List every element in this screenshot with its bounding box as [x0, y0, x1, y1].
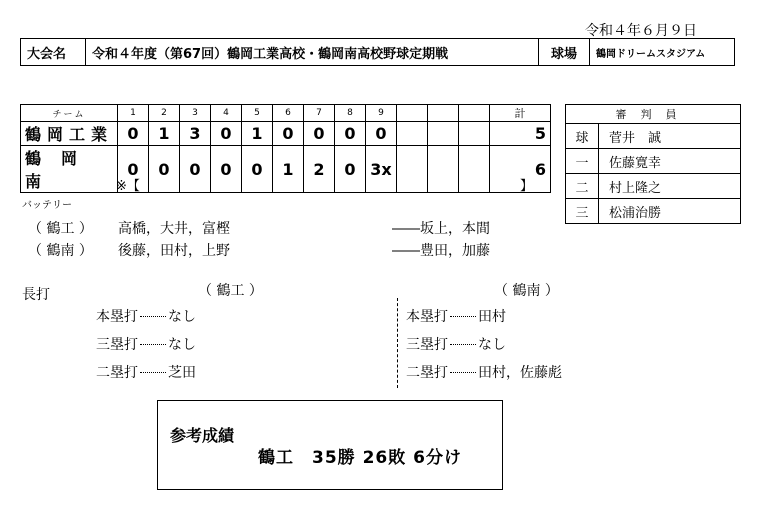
battery-team: （ 鶴南 ） — [28, 243, 93, 259]
hit-type: 二塁打 — [406, 365, 448, 381]
inning-score: 0 — [335, 122, 366, 146]
inning-header: 5 — [242, 105, 273, 122]
inning-score: 0 — [304, 122, 335, 146]
hit-type: 本塁打 — [96, 309, 138, 325]
inning-score: 0 — [366, 122, 397, 146]
team-name: 鶴岡工業 — [21, 122, 118, 146]
inning-score: 0 — [180, 146, 211, 193]
team-header: チーム — [21, 105, 118, 122]
hit-players: なし — [168, 337, 196, 353]
game-date: 令和４年６月９日 — [585, 23, 697, 39]
inning-score: 0 — [273, 122, 304, 146]
event-label: 大会名 — [21, 39, 86, 66]
inning-header — [459, 105, 490, 122]
note-close: 】 — [520, 179, 534, 194]
leader-dots — [140, 316, 166, 317]
long-hit-item — [406, 362, 562, 382]
inning-header: 4 — [211, 105, 242, 122]
venue-label: 球場 — [539, 39, 590, 66]
inning-score: 0 — [118, 122, 149, 146]
inning-score: 1 — [149, 122, 180, 146]
scoreboard — [20, 104, 551, 193]
hit-type: 三塁打 — [96, 337, 138, 353]
inning-score — [428, 122, 459, 146]
inning-header: 9 — [366, 105, 397, 122]
inning-score: 1 — [273, 146, 304, 193]
reference-title: 参考成績 — [170, 426, 235, 445]
inning-score: 0 — [242, 146, 273, 193]
leader-dots — [450, 316, 476, 317]
header-table — [20, 38, 735, 66]
umpire-name: 村上隆之 — [599, 174, 741, 199]
total-header: 計 — [490, 105, 551, 122]
inning-score: 0 — [118, 146, 149, 193]
inning-score: 1 — [242, 122, 273, 146]
leader-dots — [140, 344, 166, 345]
long-hit-item — [96, 362, 196, 382]
hit-players: なし — [478, 337, 506, 353]
long-hit-item — [96, 306, 196, 326]
note-open: ※【 — [116, 179, 140, 194]
inning-header: 1 — [118, 105, 149, 122]
inning-score: 0 — [211, 146, 242, 193]
hit-players: 芝田 — [168, 365, 196, 381]
hit-players: 田村，佐藤彪 — [478, 365, 562, 381]
leader-dots — [140, 372, 166, 373]
hit-type: 本塁打 — [406, 309, 448, 325]
column-divider — [397, 298, 398, 388]
battery-team: （ 鶴工 ） — [28, 221, 93, 237]
inning-header: 6 — [273, 105, 304, 122]
scoreboard-header-row — [21, 105, 551, 122]
umpire-name: 佐藤寛幸 — [599, 149, 741, 174]
umpire-position: 三 — [566, 199, 599, 224]
inning-header: 7 — [304, 105, 335, 122]
hit-players: 田村 — [478, 309, 506, 325]
umpire-position: 球 — [566, 124, 599, 149]
leader-dots — [450, 344, 476, 345]
umpire-name: 菅井 誠 — [599, 124, 741, 149]
inning-header — [397, 105, 428, 122]
team-total: 6 — [490, 146, 551, 193]
umpire-position: 二 — [566, 174, 599, 199]
umpire-header: 審判員 — [566, 105, 741, 124]
inning-score: 2 — [304, 146, 335, 193]
venue-name: 鶴岡ドリームスタジアム — [590, 39, 735, 66]
inning-score — [397, 146, 428, 193]
reference-record: 鶴工 35勝 26敗 6分け — [258, 448, 462, 468]
umpire-position: 一 — [566, 149, 599, 174]
inning-score: 0 — [335, 146, 366, 193]
event-name: 令和４年度（第67回）鶴岡工業高校・鶴岡南高校野球定期戦 — [86, 39, 539, 66]
long-hit-item — [406, 334, 506, 354]
inning-header — [428, 105, 459, 122]
battery-catchers: ――豊田，加藤 — [392, 243, 490, 259]
long-hit-item — [96, 334, 196, 354]
long-hits-label: 長打 — [22, 287, 50, 303]
inning-header: 2 — [149, 105, 180, 122]
hit-players: なし — [168, 309, 196, 325]
inning-score: 0 — [211, 122, 242, 146]
inning-score — [459, 146, 490, 193]
inning-score — [459, 122, 490, 146]
long-hits-right-team: （ 鶴南 ） — [494, 283, 559, 299]
battery-label: バッテリー — [22, 200, 72, 211]
umpire-table — [565, 104, 741, 224]
inning-header: 8 — [335, 105, 366, 122]
umpire-name: 松浦治勝 — [599, 199, 741, 224]
battery-pitchers: 後藤，田村，上野 — [118, 243, 230, 259]
battery-catchers: ――坂上，本間 — [392, 221, 490, 237]
inning-header: 3 — [180, 105, 211, 122]
battery-pitchers: 高橋，大井，富樫 — [118, 221, 230, 237]
inning-score: 0 — [149, 146, 180, 193]
team-row — [21, 122, 551, 146]
team-row — [21, 146, 551, 193]
leader-dots — [450, 372, 476, 373]
team-name: 鶴岡南 — [21, 146, 118, 193]
reference-record-box — [157, 400, 503, 490]
hit-type: 三塁打 — [406, 337, 448, 353]
inning-score: 3 — [180, 122, 211, 146]
inning-score: 3x — [366, 146, 397, 193]
inning-score — [397, 122, 428, 146]
team-total: 5 — [490, 122, 551, 146]
long-hit-item — [406, 306, 506, 326]
hit-type: 二塁打 — [96, 365, 138, 381]
inning-score — [428, 146, 459, 193]
long-hits-left-team: （ 鶴工 ） — [198, 283, 263, 299]
